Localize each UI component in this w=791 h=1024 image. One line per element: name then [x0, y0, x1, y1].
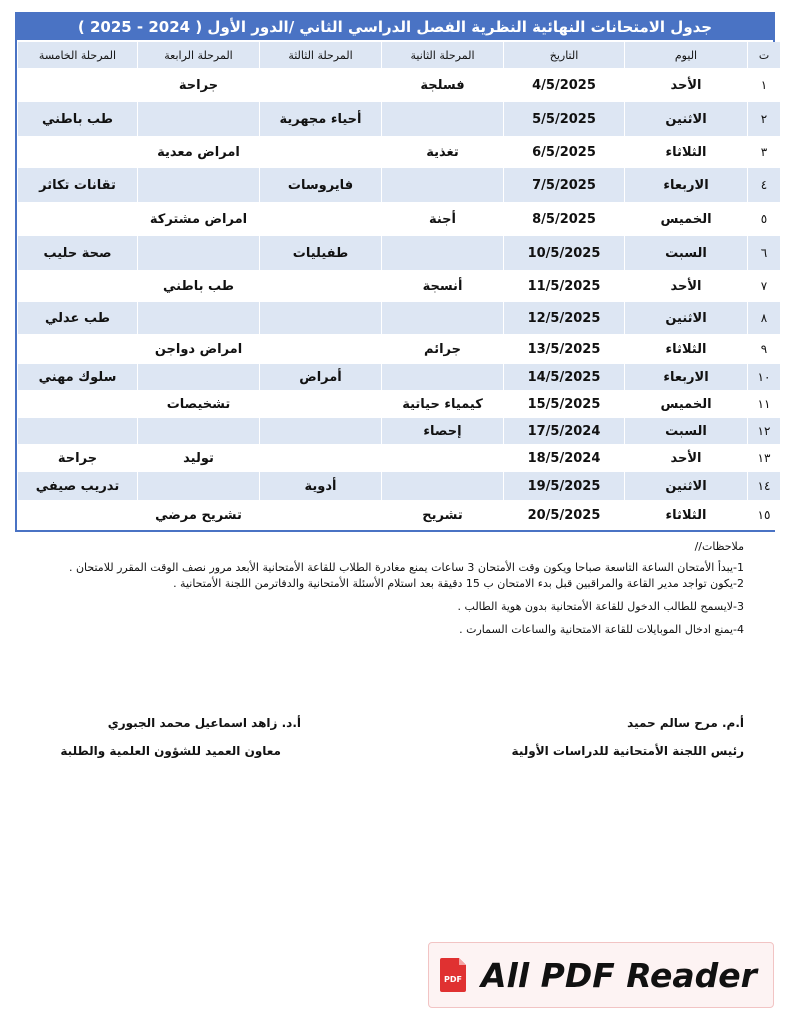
cell-day: السبت — [625, 236, 748, 270]
cell-stage3 — [260, 302, 382, 334]
cell-stage2 — [382, 472, 504, 500]
cell-date: 19/5/2025 — [504, 472, 625, 500]
table-row — [18, 270, 781, 302]
note-item: 2-يكون تواجد مدير القاعة والمراقبين قبل بدء الامتحان ب 15 دقيقة بعد استلام الأسئلة الأمتحانية والدفاترمن اللجنة الأمتحانية . — [173, 577, 744, 590]
table-row — [18, 68, 781, 102]
cell-date: 6/5/2025 — [504, 136, 625, 168]
cell-stage5: تقانات تكاثر — [18, 168, 138, 202]
cell-day: السبت — [625, 418, 748, 444]
cell-stage4 — [138, 102, 260, 136]
cell-stage2: فسلجة — [382, 68, 504, 102]
cell-stage3 — [260, 418, 382, 444]
cell-stage3: فايروسات — [260, 168, 382, 202]
header-stage4: المرحلة الرابعة — [138, 42, 260, 68]
cell-day: الثلاثاء — [625, 136, 748, 168]
cell-stage2 — [382, 302, 504, 334]
table-row — [18, 168, 781, 202]
table-row — [18, 202, 781, 236]
table-header-row — [18, 42, 781, 68]
cell-stage2 — [382, 236, 504, 270]
cell-num: ١١ — [748, 390, 781, 418]
header-date: التاريخ — [504, 42, 625, 68]
cell-day: الخميس — [625, 202, 748, 236]
table-row — [18, 102, 781, 136]
cell-date: 17/5/2024 — [504, 418, 625, 444]
cell-date: 7/5/2025 — [504, 168, 625, 202]
cell-stage4 — [138, 236, 260, 270]
cell-stage4: تشريح مرضي — [138, 500, 260, 530]
cell-stage4 — [138, 302, 260, 334]
cell-stage4 — [138, 168, 260, 202]
table-row — [18, 364, 781, 390]
cell-day: الاثنين — [625, 472, 748, 500]
cell-stage2: إحصاء — [382, 418, 504, 444]
table-row — [18, 136, 781, 168]
notes-list — [44, 560, 744, 638]
cell-num: ١ — [748, 68, 781, 102]
header-num: ت — [748, 42, 781, 68]
cell-stage5: طب باطني — [18, 102, 138, 136]
cell-num: ٤ — [748, 168, 781, 202]
table-row — [18, 334, 781, 364]
note-item: 1-يبدأ الأمتحان الساعة التاسعة صباحا ويكون وقت الأمتحان 3 ساعات يمنع مغادرة الطلاب للقاعة الأمتحانية الأبعد مرور نصف الوقت المقرر للامتحان . — [68, 561, 744, 574]
table-row — [18, 390, 781, 418]
cell-date: 20/5/2025 — [504, 500, 625, 530]
cell-stage2: أجنة — [382, 202, 504, 236]
cell-date: 13/5/2025 — [504, 334, 625, 364]
cell-num: ٧ — [748, 270, 781, 302]
cell-stage4: تشخيصات — [138, 390, 260, 418]
cell-date: 14/5/2025 — [504, 364, 625, 390]
cell-date: 4/5/2025 — [504, 68, 625, 102]
cell-num: ١٢ — [748, 418, 781, 444]
cell-date: 12/5/2025 — [504, 302, 625, 334]
cell-day: الأحد — [625, 444, 748, 472]
cell-stage2: كيمياء حياتية — [382, 390, 504, 418]
cell-stage4 — [138, 364, 260, 390]
cell-stage5 — [18, 136, 138, 168]
cell-num: ١٥ — [748, 500, 781, 530]
cell-stage3: أمراض — [260, 364, 382, 390]
cell-stage3 — [260, 68, 382, 102]
cell-stage3 — [260, 500, 382, 530]
cell-stage3 — [260, 444, 382, 472]
cell-date: 10/5/2025 — [504, 236, 625, 270]
cell-stage2 — [382, 168, 504, 202]
cell-stage5 — [18, 270, 138, 302]
cell-day: الاربعاء — [625, 168, 748, 202]
cell-stage5 — [18, 500, 138, 530]
cell-stage3 — [260, 270, 382, 302]
pdf-file-icon — [439, 957, 469, 993]
table-row — [18, 236, 781, 270]
cell-stage3: أدوية — [260, 472, 382, 500]
note-item: 4-يمنع ادخال الموبايلات للقاعة الامتحانية والساعات السمارت . — [459, 623, 744, 636]
cell-stage5: جراحة — [18, 444, 138, 472]
table-body — [18, 68, 781, 530]
cell-stage3 — [260, 136, 382, 168]
cell-num: ٦ — [748, 236, 781, 270]
cell-num: ٥ — [748, 202, 781, 236]
cell-num: ٨ — [748, 302, 781, 334]
table-row — [18, 472, 781, 500]
cell-stage3 — [260, 334, 382, 364]
table-row — [18, 500, 781, 530]
note-item: 3-لايسمح للطالب الدخول للقاعة الأمتحانية بدون هوية الطالب . — [457, 600, 744, 613]
cell-date: 11/5/2025 — [504, 270, 625, 302]
cell-stage3: أحياء مجهرية — [260, 102, 382, 136]
cell-stage4: امراض معدية — [138, 136, 260, 168]
schedule-title: جدول الامتحانات النهائية النظرية الفصل الدراسي الثاني /الدور الأول ( 2024 - 2025 ) — [17, 14, 773, 42]
signature-left-title: معاون العميد للشؤون العلمية والطلبة — [60, 744, 281, 758]
cell-num: ١٤ — [748, 472, 781, 500]
cell-day: الثلاثاء — [625, 500, 748, 530]
header-stage2: المرحلة الثانية — [382, 42, 504, 68]
cell-day: الثلاثاء — [625, 334, 748, 364]
cell-day: الخميس — [625, 390, 748, 418]
header-stage3: المرحلة الثالثة — [260, 42, 382, 68]
cell-stage5 — [18, 390, 138, 418]
cell-stage4: طب باطني — [138, 270, 260, 302]
cell-stage5 — [18, 334, 138, 364]
cell-stage4: امراض دواجن — [138, 334, 260, 364]
cell-stage3 — [260, 390, 382, 418]
cell-stage4: توليد — [138, 444, 260, 472]
cell-stage4: جراحة — [138, 68, 260, 102]
cell-day: الاربعاء — [625, 364, 748, 390]
cell-stage5 — [18, 68, 138, 102]
table-row — [18, 302, 781, 334]
cell-stage2 — [382, 364, 504, 390]
cell-stage4 — [138, 472, 260, 500]
cell-stage5: طب عدلي — [18, 302, 138, 334]
cell-date: 5/5/2025 — [504, 102, 625, 136]
cell-date: 15/5/2025 — [504, 390, 625, 418]
cell-stage3 — [260, 202, 382, 236]
cell-stage3: طفيليات — [260, 236, 382, 270]
cell-stage4: امراض مشتركة — [138, 202, 260, 236]
table-row — [18, 444, 781, 472]
signature-right-name: أ.م. مرح سالم حميد — [627, 716, 744, 730]
exam-schedule-table-wrapper — [15, 12, 775, 532]
app-watermark-text: All PDF Reader — [481, 955, 757, 995]
cell-date: 8/5/2025 — [504, 202, 625, 236]
cell-day: الاثنين — [625, 102, 748, 136]
cell-stage2: تغذية — [382, 136, 504, 168]
cell-stage2: جرائم — [382, 334, 504, 364]
cell-date: 18/5/2024 — [504, 444, 625, 472]
header-day: اليوم — [625, 42, 748, 68]
cell-stage4 — [138, 418, 260, 444]
cell-stage5 — [18, 418, 138, 444]
exam-schedule-table — [17, 42, 780, 530]
cell-day: الأحد — [625, 270, 748, 302]
table-row — [18, 418, 781, 444]
cell-stage5: تدريب صيفي — [18, 472, 138, 500]
signature-left-name: أ.د. زاهد اسماعيل محمد الجبوري — [107, 716, 301, 730]
app-watermark-banner — [428, 942, 774, 1008]
cell-stage2: أنسجة — [382, 270, 504, 302]
cell-day: الاثنين — [625, 302, 748, 334]
cell-num: ١٣ — [748, 444, 781, 472]
notes-label: ملاحظات// — [694, 540, 744, 553]
cell-num: ١٠ — [748, 364, 781, 390]
signature-right-title: رئيس اللجنة الأمتحانية للدراسات الأولية — [511, 744, 744, 758]
cell-day: الأحد — [625, 68, 748, 102]
cell-stage5: صحة حليب — [18, 236, 138, 270]
cell-num: ٩ — [748, 334, 781, 364]
pdf-icon-label: PDF — [444, 975, 462, 984]
cell-stage2 — [382, 444, 504, 472]
header-stage5: المرحلة الخامسة — [18, 42, 138, 68]
cell-num: ٢ — [748, 102, 781, 136]
cell-stage5: سلوك مهني — [18, 364, 138, 390]
cell-stage2 — [382, 102, 504, 136]
cell-stage2: تشريح — [382, 500, 504, 530]
cell-num: ٣ — [748, 136, 781, 168]
cell-stage5 — [18, 202, 138, 236]
